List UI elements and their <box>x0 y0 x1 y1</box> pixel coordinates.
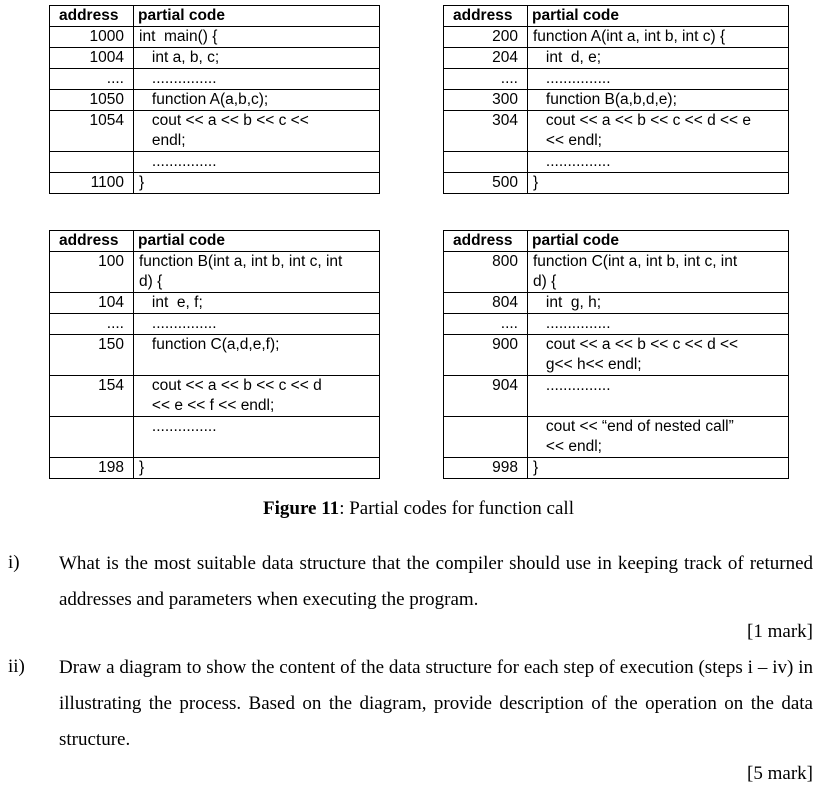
question-text: Draw a diagram to show the content of the data structure for each step of execution (steps i – iv) in illustrating the process. Based on the diagram, provide description of the operation on the data structure. <box>59 657 813 750</box>
address-cell: 998 <box>444 458 528 479</box>
address-cell <box>444 417 528 458</box>
address-cell: 1004 <box>50 48 134 69</box>
address-cell <box>50 417 134 458</box>
table-row <box>50 111 380 152</box>
question-mark: [1 mark] <box>747 621 813 642</box>
table-row <box>444 252 789 293</box>
code-cell: cout << a << b << c << d << g<< h<< endl; <box>528 335 789 376</box>
code-cell: } <box>528 458 789 479</box>
address-cell <box>50 152 134 173</box>
code-cell: } <box>528 173 789 194</box>
code-cell: function A(int a, int b, int c) { <box>528 27 789 48</box>
address-cell: 104 <box>50 293 134 314</box>
address-cell: .... <box>444 314 528 335</box>
address-cell: 1054 <box>50 111 134 152</box>
code-cell: ............... <box>134 69 380 90</box>
code-cell: } <box>134 173 380 194</box>
table-row <box>444 48 789 69</box>
code-cell: cout << “end of nested call” << endl; <box>528 417 789 458</box>
address-cell: 500 <box>444 173 528 194</box>
code-cell: cout << a << b << c << d << e << f << endl; <box>134 376 380 417</box>
code-table-function-c <box>443 230 789 479</box>
code-cell: ............... <box>528 152 789 173</box>
address-cell: .... <box>50 314 134 335</box>
table-row <box>50 48 380 69</box>
figure-label: Figure 11 <box>263 498 340 519</box>
address-cell: .... <box>50 69 134 90</box>
address-cell: 100 <box>50 252 134 293</box>
code-cell: } <box>134 458 380 479</box>
address-cell: 300 <box>444 90 528 111</box>
address-cell: 804 <box>444 293 528 314</box>
table-row <box>50 90 380 111</box>
code-cell: function C(int a, int b, int c, int d) { <box>528 252 789 293</box>
table-row <box>50 27 380 48</box>
code-header: partial code <box>134 6 380 27</box>
table-row <box>444 111 789 152</box>
address-cell: 198 <box>50 458 134 479</box>
code-cell: ............... <box>134 152 380 173</box>
code-table-main <box>49 5 380 194</box>
table-row <box>444 335 789 376</box>
table-row <box>444 293 789 314</box>
table-row <box>444 314 789 335</box>
question-number: i) <box>8 552 20 573</box>
code-cell: function B(int a, int b, int c, int d) { <box>134 252 380 293</box>
address-header: address <box>444 231 528 252</box>
code-cell: ............... <box>528 376 789 417</box>
table-row <box>444 376 789 417</box>
code-cell: ............... <box>134 417 380 458</box>
table-row <box>444 417 789 458</box>
address-cell: 150 <box>50 335 134 376</box>
table-row <box>50 458 380 479</box>
address-cell: 904 <box>444 376 528 417</box>
address-cell: .... <box>444 69 528 90</box>
code-cell: cout << a << b << c << endl; <box>134 111 380 152</box>
code-cell: function A(a,b,c); <box>134 90 380 111</box>
address-cell: 304 <box>444 111 528 152</box>
table-row <box>444 173 789 194</box>
address-cell: 154 <box>50 376 134 417</box>
address-cell: 204 <box>444 48 528 69</box>
table-row <box>444 152 789 173</box>
table-row <box>50 252 380 293</box>
table-row <box>444 458 789 479</box>
address-header: address <box>444 6 528 27</box>
address-cell: 1100 <box>50 173 134 194</box>
address-header: address <box>50 231 134 252</box>
address-cell: 1000 <box>50 27 134 48</box>
address-header: address <box>50 6 134 27</box>
question-number: ii) <box>8 656 25 677</box>
table-row <box>50 417 380 458</box>
code-cell: cout << a << b << c << d << e << endl; <box>528 111 789 152</box>
table-row <box>50 69 380 90</box>
table-row <box>50 152 380 173</box>
table-row <box>444 27 789 48</box>
address-cell: 800 <box>444 252 528 293</box>
table-row <box>50 314 380 335</box>
code-cell: ............... <box>528 69 789 90</box>
code-cell: int d, e; <box>528 48 789 69</box>
code-cell: function B(a,b,d,e); <box>528 90 789 111</box>
table-row <box>444 90 789 111</box>
address-cell: 900 <box>444 335 528 376</box>
code-cell: int a, b, c; <box>134 48 380 69</box>
question-text: What is the most suitable data structure that the compiler should use in keeping track of returned addresses and parameters when executing the program. <box>59 553 813 610</box>
address-cell <box>444 152 528 173</box>
code-header: partial code <box>528 231 789 252</box>
table-row <box>50 173 380 194</box>
table-row <box>50 376 380 417</box>
code-header: partial code <box>134 231 380 252</box>
code-cell: int e, f; <box>134 293 380 314</box>
code-cell: ............... <box>134 314 380 335</box>
code-cell: int g, h; <box>528 293 789 314</box>
code-cell: ............... <box>528 314 789 335</box>
table-row <box>50 335 380 376</box>
figure-caption-text: : Partial codes for function call <box>339 498 574 519</box>
code-header: partial code <box>528 6 789 27</box>
figure-caption <box>0 498 837 520</box>
address-cell: 200 <box>444 27 528 48</box>
code-cell: int main() { <box>134 27 380 48</box>
address-cell: 1050 <box>50 90 134 111</box>
code-table-function-a <box>443 5 789 194</box>
table-row <box>444 69 789 90</box>
code-cell: function C(a,d,e,f); <box>134 335 380 376</box>
question-mark: [5 mark] <box>747 763 813 784</box>
table-row <box>50 293 380 314</box>
code-table-function-b <box>49 230 380 479</box>
